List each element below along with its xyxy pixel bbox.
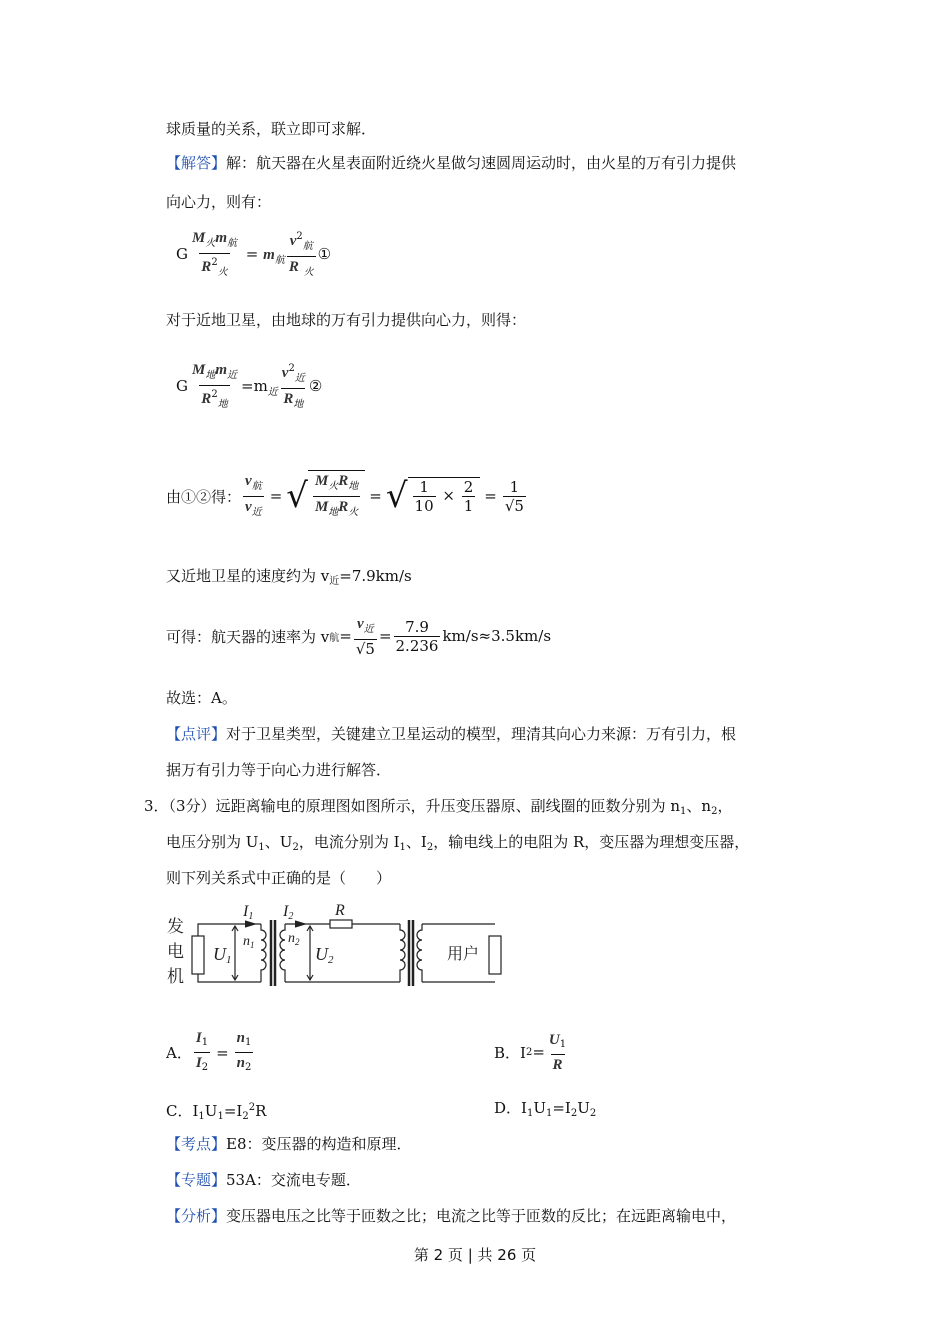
subscript: 航	[329, 632, 340, 644]
text-line: 据万有引力等于向心力进行解答．	[166, 761, 392, 779]
text-line: 故选：A。	[166, 689, 237, 707]
fenxi-text: 变压器电压之比等于匝数之比；电流之比等于匝数的反比；在远距离输电中，	[226, 1207, 737, 1225]
comment-text: 对于卫星类型，关键建立卫星运动的模型，理清其向心力来源：万有引力，根	[226, 725, 737, 743]
text-line: 球质量的关系，联立即可求解．	[166, 120, 377, 138]
fenxi-paragraph	[166, 1206, 736, 1226]
text-line: 向心力，则有：	[166, 193, 272, 211]
answer-paragraph	[166, 153, 736, 173]
label-user: 用户	[447, 946, 480, 963]
equation-4: 可得：航天器的速率为 v 航 = $\frac{v_近}{√5}$ = $\frac{7.9}{2.236}$ km/s≈3.5km/s	[166, 616, 552, 658]
question-3-line-3: 则下列关系式中正确的是（ ）	[166, 869, 392, 887]
kaodian-tag: 【考点】	[166, 1135, 227, 1153]
option-label: B．I	[494, 1043, 526, 1062]
fenxi-tag: 【分析】	[166, 1207, 227, 1225]
text-segment: （3分）远距离输电的原理图如图所示，升压变压器原、副线圈的匝数分别为 n	[168, 797, 681, 815]
svg-text:I1: I1	[243, 903, 254, 922]
generator-box	[192, 936, 204, 974]
zhuanti-text: 53A：交流电专题．	[226, 1171, 361, 1189]
comment-paragraph	[166, 724, 736, 744]
circled-1: ①	[317, 245, 332, 263]
label-u2: U	[315, 944, 328, 964]
option-c: C．$I_1U_1=I_2^2R$	[166, 1102, 267, 1122]
gen-label-3: 机	[167, 967, 184, 986]
svg-text:n1: $n_1$	[243, 934, 255, 950]
subscript: 近	[329, 576, 340, 587]
equation-2: G $\frac{M_地m_近}{R^2_地}$ $=m_近$ $\frac{v^2_近}{R_地}$ ②	[176, 360, 322, 414]
text-segment: =7.9km/s	[339, 567, 412, 585]
user-box	[489, 936, 501, 974]
circuit-diagram	[165, 900, 510, 992]
equation-3: 由①②得： $\frac{v_航}{v_近}$ = √ $\frac{M_火R_地}{M_地R_火}$ = √ $\frac{1}{10}$ × $\frac{2}{1}$ = $\frac{1}{√5}$	[166, 470, 528, 522]
svg-text:U1: U1	[213, 944, 232, 966]
option-a: A． $\frac{I_1}{I_2}$ = $\frac{n_1}{n_2}$	[166, 1028, 255, 1077]
text-segment: km/s≈3.5km/s	[442, 627, 552, 645]
primary-coil	[261, 924, 266, 982]
secondary-coil	[280, 924, 285, 982]
zhuanti-paragraph	[166, 1170, 361, 1190]
option-label: A．	[166, 1044, 192, 1062]
svg-text:U2: U2	[315, 944, 334, 966]
gen-label-2: 电	[167, 942, 184, 961]
label-u1: U	[213, 944, 226, 964]
answer-tag: 【解答】	[166, 154, 227, 172]
equation-1: G $\frac{M_火m_航}{R^2_火}$ = $m_航$ $\frac{v^2_航}{R _火}$ ①	[176, 228, 331, 282]
eq3-prefix: 由①②得：	[166, 487, 242, 506]
label-n2: n	[288, 931, 295, 946]
option-label: D．I	[494, 1099, 527, 1117]
kaodian-text: E8：变压器的构造和原理．	[226, 1135, 412, 1153]
page-footer: 第 2 页 | 共 26 页	[413, 1246, 537, 1264]
text-segment: 电压分别为 U	[166, 833, 259, 851]
zhuanti-tag: 【专题】	[166, 1171, 227, 1189]
text-segment: 又近地卫星的速度约为 v	[166, 567, 330, 585]
label-r: R	[335, 902, 345, 919]
text-line	[166, 566, 412, 592]
option-d: D．$I_1U_1=I_2U_2$	[494, 1099, 597, 1119]
gen-label-1: 发	[167, 917, 184, 936]
label-n1: n	[243, 934, 250, 949]
text-line: 对于近地卫星，由地球的万有引力提供向心力，则得：	[166, 311, 527, 329]
question-3-line-2: 电压分别为 $U_1$、$U_2$，电流分别为 $I_1$、$I_2$，输电线上的电阻为 R，变压器为理想变压器，	[166, 833, 750, 853]
circled-2: ②	[308, 377, 323, 395]
question-number: 3．	[144, 797, 169, 815]
svg-text:I2: I2	[283, 903, 294, 922]
label-i2: I	[283, 903, 289, 920]
option-label: C．I	[166, 1102, 199, 1120]
label-i1: I	[243, 903, 249, 920]
kaodian-paragraph	[166, 1134, 412, 1154]
resistor	[330, 920, 352, 928]
svg-text:n2: $n_2$	[288, 931, 300, 947]
question-3-line-1: 3．（3分）远距离输电的原理图如图所示，升压变压器原、副线圈的匝数分别为 $n_1$、$n_2$，	[144, 797, 733, 817]
text-segment: 可得：航天器的速率为 v	[166, 627, 330, 646]
option-b: B．I 2 = $\frac{U_1}{R}$	[494, 1032, 567, 1073]
comment-tag: 【点评】	[166, 725, 227, 743]
answer-text: 解：航天器在火星表面附近绕火星做匀速圆周运动时，由火星的万有引力提供	[226, 154, 737, 172]
